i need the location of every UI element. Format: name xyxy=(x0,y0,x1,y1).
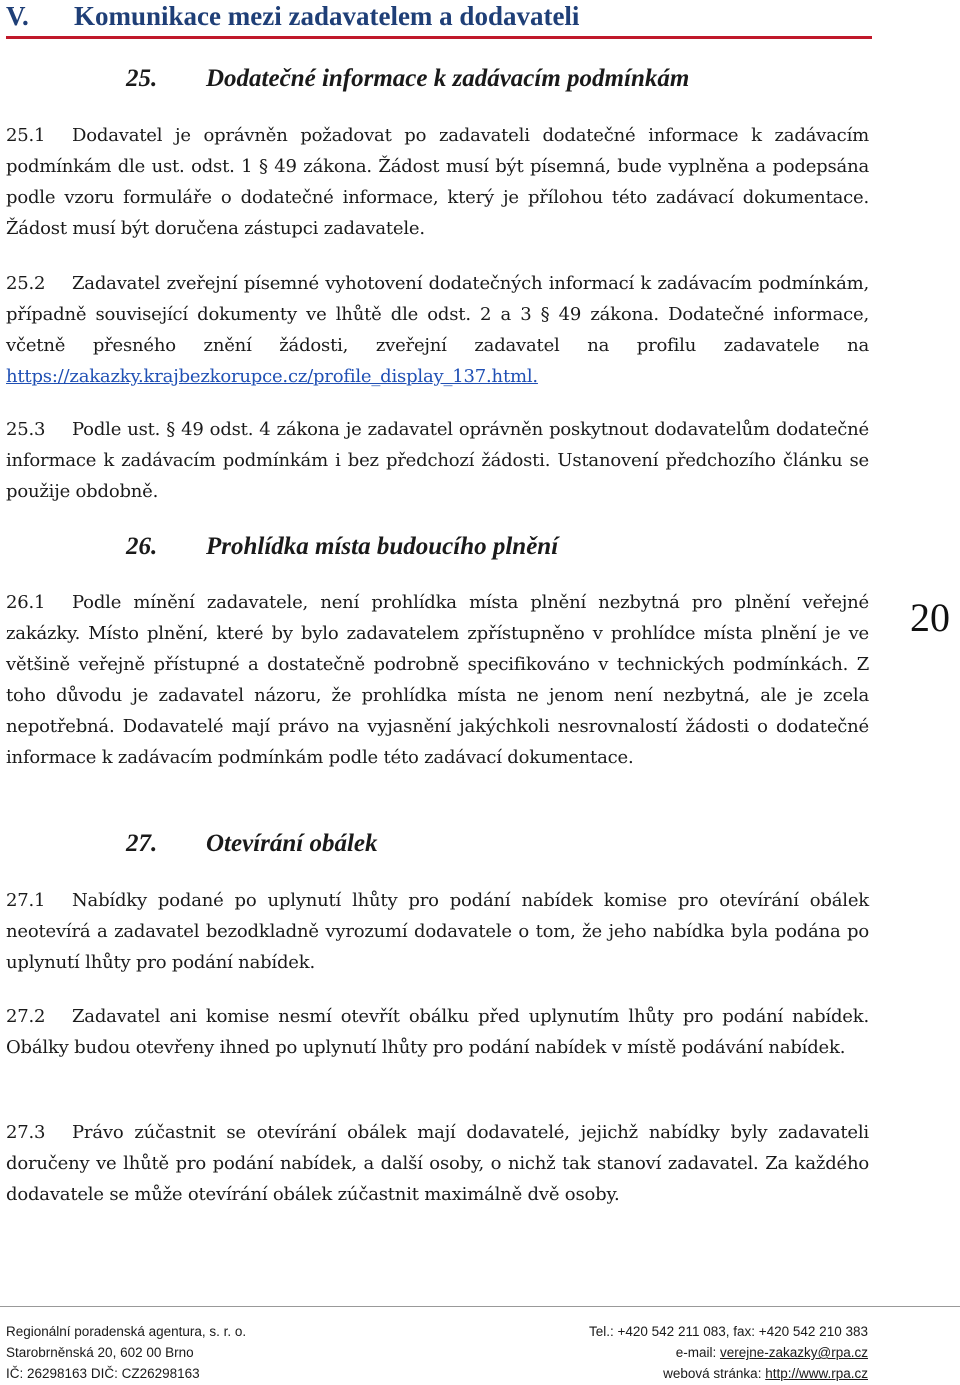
footer-web-link[interactable]: http://www.rpa.cz xyxy=(765,1366,868,1381)
footer-email-link[interactable]: verejne-zakazky@rpa.cz xyxy=(719,1345,868,1360)
paragraph-27-3: 27.3 Právo zúčastnit se otevírání obálek mají dodavatelé, jejichž nabídky byly zadavateli doručeny ve lhůtě pro podání nabídek, a další osoby, o nichž tak stanoví zadavatel. Za každého dodavatele se může otevírání obálek zúčastnit maximálně dvě osoby. xyxy=(6,1122,869,1205)
paragraph-25-3: 25.3 Podle ust. § 49 odst. 4 zákona je zadavatel oprávněn poskytnout dodavatelům dodatečné informace k zadávacím podmínkám i bez předchozí žádosti. Ustanovení předchozího článku se použije obdobně. xyxy=(6,419,869,502)
chapter-heading xyxy=(6,0,872,39)
page-number: 20 xyxy=(910,595,950,640)
footer-company: Regionální poradenská agentura, s. r. o. xyxy=(6,1324,247,1339)
footer-contact-info xyxy=(589,1321,868,1384)
profile-link[interactable]: https://zakazky.krajbezkorupce.cz/profile_display_137.html. xyxy=(6,366,538,387)
section-heading-26: 26. Prohlídka místa budoucího plnění xyxy=(126,533,559,560)
footer-address: Starobrněnská 20, 602 00 Brno xyxy=(6,1345,194,1360)
paragraph-27-1: 27.1 Nabídky podané po uplynutí lhůty pro podání nabídek komise pro otevírání obálek neotevírá a zadavatel bezodkladně vyrozumí dodavatele o tom, že jeho nabídka byla podána po uplynutí lhůty pro podání nabídek. xyxy=(6,890,869,973)
paragraph-27-2: 27.2 Zadavatel ani komise nesmí otevřít obálku před uplynutím lhůty pro podání nabídek. Obálky budou otevřeny ihned po uplynutí lhůty pro podání nabídek v místě podávání nabídek. xyxy=(6,1006,869,1058)
page-footer xyxy=(0,1306,960,1385)
chapter-title: Komunikace mezi zadavatelem a dodavateli xyxy=(74,1,580,31)
footer-company-info xyxy=(6,1321,246,1384)
paragraph-26-1: 26.1 Podle mínění zadavatele, není prohlídka místa plnění nezbytná pro plnění veřejné zakázky. Místo plnění, které by bylo zadavatelem zpřístupněno v prohlídce místa plnění je ve většině veřejně přístupné a dostatečně podrobně specifikováno v technických podmínkách. Z toho důvodu je zadavatel názoru, že prohlídka místa ne jenom není nezbytná, ale je zcela nepotřebná. Dodavatelé mají právo na vyjasnění jakýchkoli nesrovnalostí žádosti o dodatečné informace k zadávacím podmínkám podle této zadávací dokumentace. xyxy=(6,592,869,768)
section-heading-27: 27. Otevírání obálek xyxy=(126,830,378,857)
paragraph-25-2: 25.2 Zadavatel zveřejní písemné vyhotovení dodatečných informací k zadávacím podmínkám, případně související dokumenty ve lhůtě dle odst. 2 a 3 § 49 zákona. Dodatečné informace, včetně přesného znění žádosti, zveřejní zadavatel na profilu zadavatele na https://zakazky.krajbezkorupce.cz/profile_display_137.html. xyxy=(6,273,869,387)
footer-web-line: webová stránka: http://www.rpa.cz xyxy=(663,1366,868,1381)
section-heading-25: 25. Dodatečné informace k zadávacím podmínkám xyxy=(126,65,690,92)
footer-ids: IČ: 26298163 DIČ: CZ26298163 xyxy=(6,1366,200,1381)
footer-phone: Tel.: +420 542 211 083, fax: +420 542 210 383 xyxy=(589,1324,868,1339)
footer-email-line: e-mail: verejne-zakazky@rpa.cz xyxy=(675,1345,868,1360)
paragraph-25-1: 25.1 Dodavatel je oprávněn požadovat po zadavateli dodatečné informace k zadávacím podmínkám dle ust. odst. 1 § 49 zákona. Žádost musí být písemná, bude vyplněna a podepsána podle vzoru formuláře o dodatečné informace, který je přílohou této zadávací dokumentace. Žádost musí být doručena zástupci zadavatele. xyxy=(6,125,869,239)
chapter-number: V. xyxy=(6,1,29,31)
